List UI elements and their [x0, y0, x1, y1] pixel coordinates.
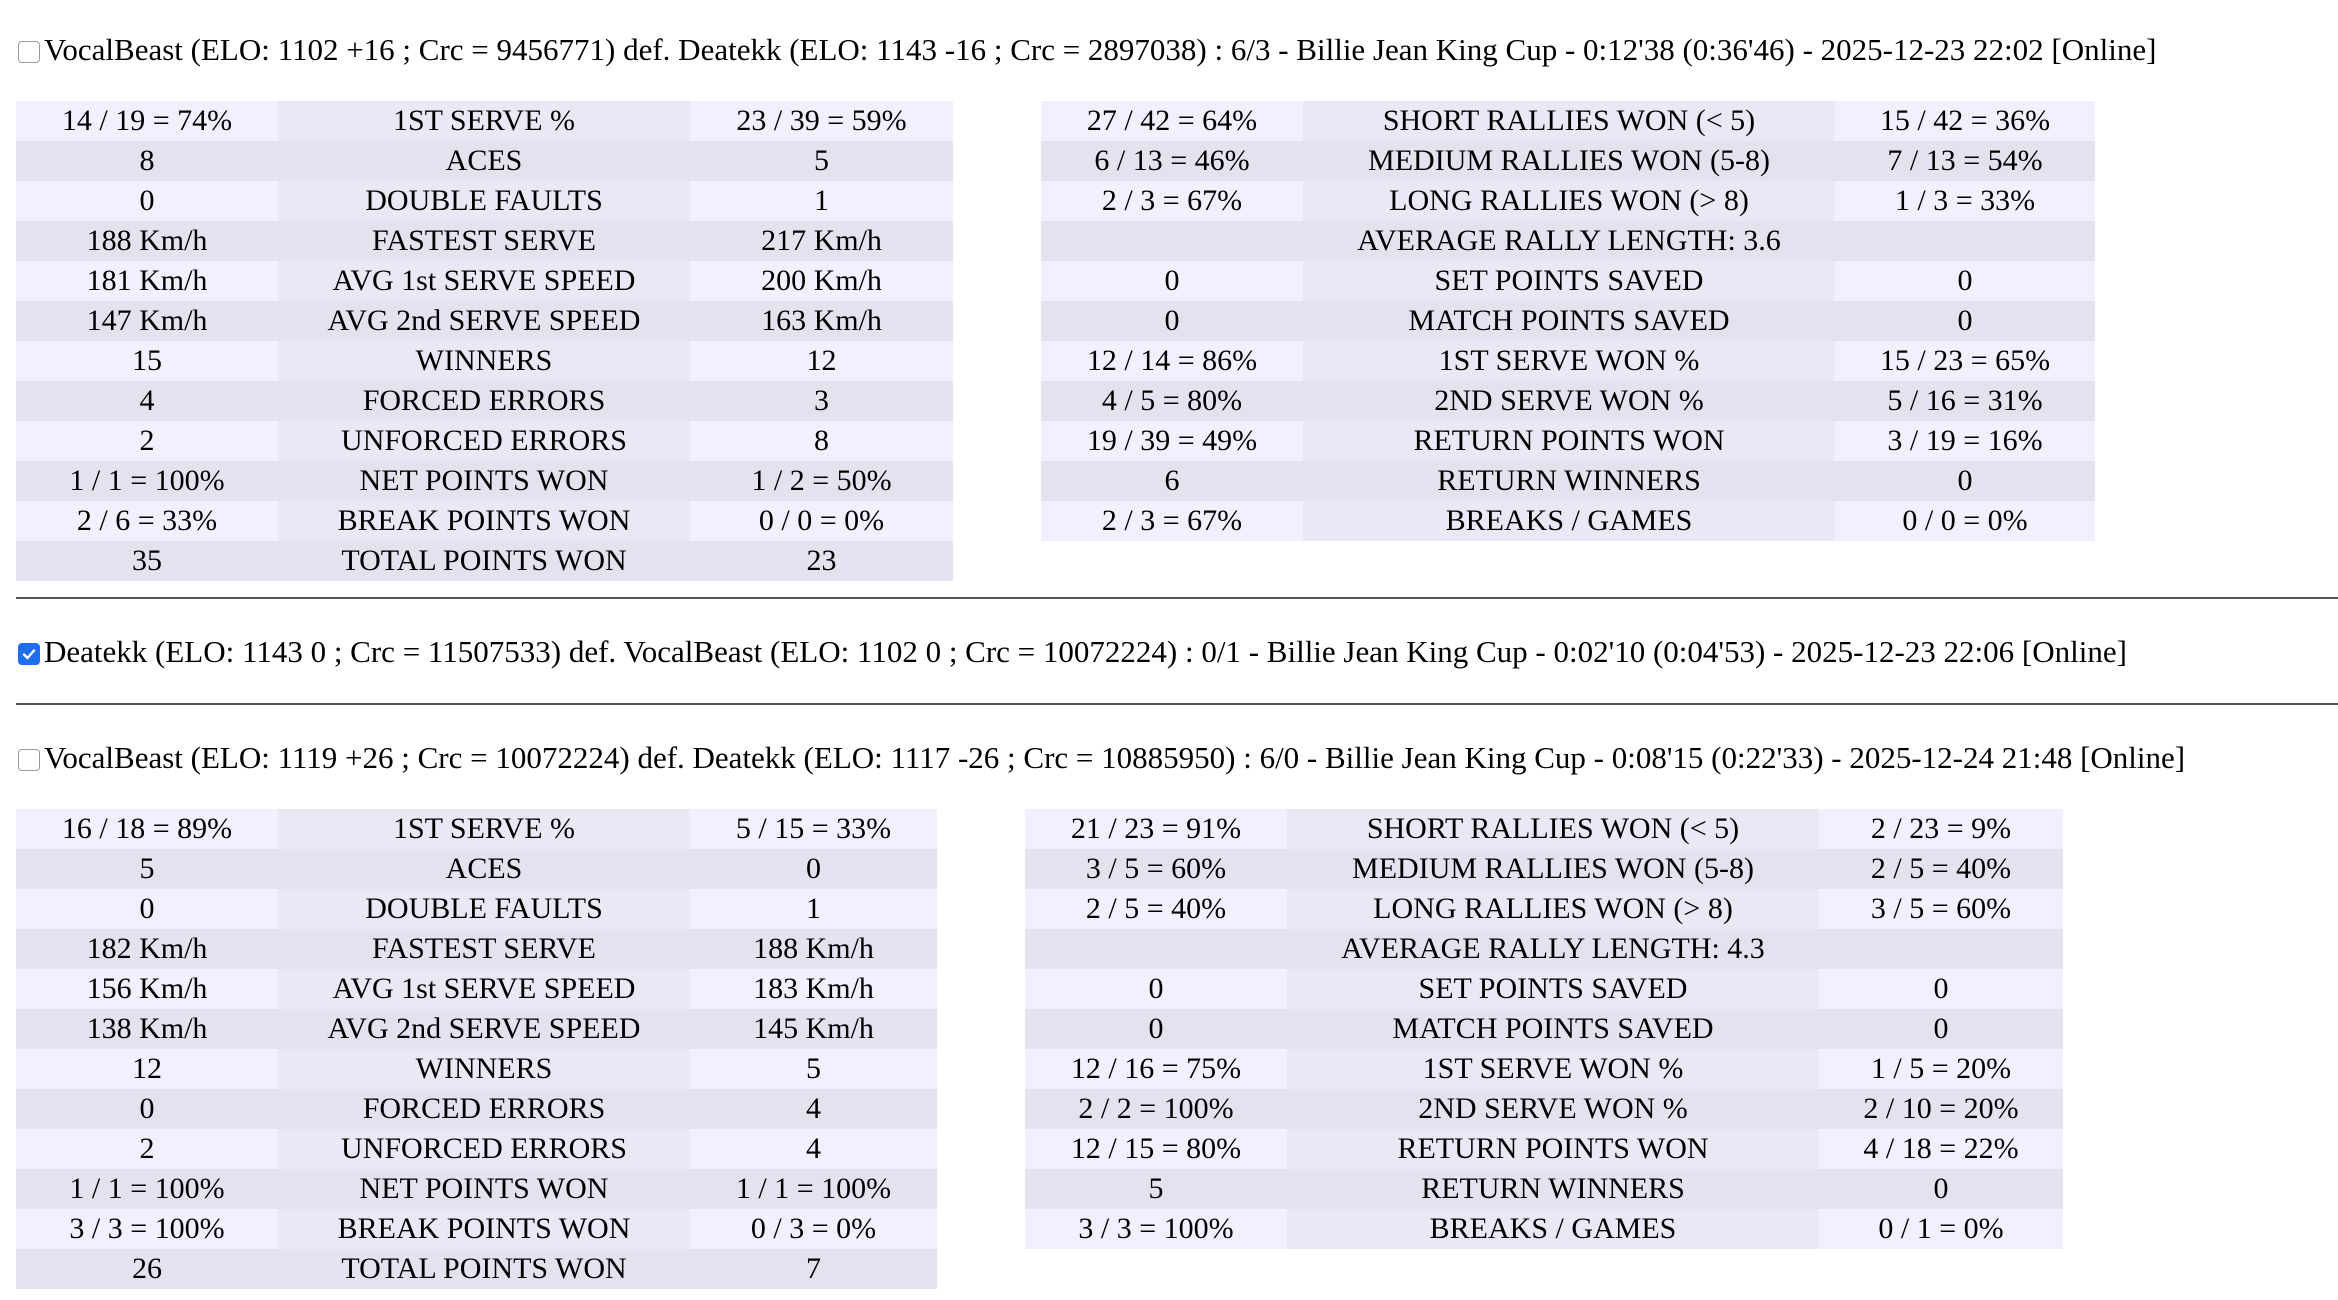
stat-player2-value: 4 / 18 = 22%: [1819, 1129, 2063, 1169]
stat-label: NET POINTS WON: [278, 461, 690, 501]
stat-row: [16, 889, 937, 929]
stat-label: TOTAL POINTS WON: [278, 541, 690, 581]
stat-player1-value: [1025, 929, 1287, 969]
stat-label: TOTAL POINTS WON: [278, 1249, 690, 1289]
stat-label: SET POINTS SAVED: [1287, 969, 1819, 1009]
stat-player1-value: 4 / 5 = 80%: [1041, 381, 1303, 421]
stat-player1-value: 27 / 42 = 64%: [1041, 101, 1303, 141]
stat-player2-value: 8: [690, 421, 953, 461]
stat-player2-value: 0: [1819, 1009, 2063, 1049]
stat-label: BREAKS / GAMES: [1303, 501, 1835, 541]
stat-row: [1025, 1129, 2063, 1169]
stat-label: BREAKS / GAMES: [1287, 1209, 1819, 1249]
stat-row: [16, 141, 953, 181]
stat-row: [16, 1249, 937, 1289]
stat-label: RETURN WINNERS: [1287, 1169, 1819, 1209]
stat-label: FORCED ERRORS: [278, 381, 690, 421]
stat-row: [16, 461, 953, 501]
stat-player2-value: 200 Km/h: [690, 261, 953, 301]
stat-player2-value: 5: [690, 1049, 937, 1089]
stat-row: [16, 1169, 937, 1209]
stat-label: 1ST SERVE WON %: [1287, 1049, 1819, 1089]
stat-player2-value: 4: [690, 1089, 937, 1129]
stat-player1-value: 5: [16, 849, 278, 889]
stat-player1-value: 2: [16, 1129, 278, 1169]
stat-player1-value: 2: [16, 421, 278, 461]
stat-label: ACES: [278, 849, 690, 889]
stat-player1-value: 188 Km/h: [16, 221, 278, 261]
stat-player1-value: 4: [16, 381, 278, 421]
stat-row: [16, 969, 937, 1009]
stat-label: 2ND SERVE WON %: [1287, 1089, 1819, 1129]
stat-player2-value: 2 / 10 = 20%: [1819, 1089, 2063, 1129]
stat-player2-value: 163 Km/h: [690, 301, 953, 341]
stat-player2-value: 23: [690, 541, 953, 581]
stat-player1-value: 138 Km/h: [16, 1009, 278, 1049]
stat-row: [1025, 1089, 2063, 1129]
stat-player1-value: 0: [1041, 301, 1303, 341]
separator: [16, 597, 2338, 599]
stat-label: WINNERS: [278, 1049, 690, 1089]
stat-row: [1041, 261, 2095, 301]
match-3-rally-stats-table: [1025, 809, 2063, 1249]
stat-player1-value: 14 / 19 = 74%: [16, 101, 278, 141]
stat-player2-value: 2 / 23 = 9%: [1819, 809, 2063, 849]
stat-player1-value: 2 / 5 = 40%: [1025, 889, 1287, 929]
stat-player1-value: 5: [1025, 1169, 1287, 1209]
stat-player2-value: 188 Km/h: [690, 929, 937, 969]
stat-player2-value: 0: [1835, 461, 2095, 501]
stat-label: ACES: [278, 141, 690, 181]
stat-player2-value: 3: [690, 381, 953, 421]
stat-row: [1041, 141, 2095, 181]
stat-label: SET POINTS SAVED: [1303, 261, 1835, 301]
stat-player2-value: 5: [690, 141, 953, 181]
stat-label: WINNERS: [278, 341, 690, 381]
stat-row: [16, 1049, 937, 1089]
stat-row: [1041, 341, 2095, 381]
stat-player1-value: 1 / 1 = 100%: [16, 1169, 278, 1209]
stat-player2-value: 4: [690, 1129, 937, 1169]
stat-player1-value: 0: [16, 1089, 278, 1129]
stat-label: 2ND SERVE WON %: [1303, 381, 1835, 421]
stat-player2-value: 0: [1835, 301, 2095, 341]
stat-player1-value: 12 / 14 = 86%: [1041, 341, 1303, 381]
stat-player2-value: 145 Km/h: [690, 1009, 937, 1049]
stat-row: [16, 261, 953, 301]
stat-player1-value: 6: [1041, 461, 1303, 501]
stat-player2-value: [1819, 929, 2063, 969]
stat-row: [16, 1209, 937, 1249]
stat-label: MEDIUM RALLIES WON (5-8): [1287, 849, 1819, 889]
stat-player2-value: 1 / 5 = 20%: [1819, 1049, 2063, 1089]
stat-row: [1041, 381, 2095, 421]
stat-label: MATCH POINTS SAVED: [1287, 1009, 1819, 1049]
stat-player1-value: 16 / 18 = 89%: [16, 809, 278, 849]
match-2-title: Deatekk (ELO: 1143 0 ; Crc = 11507533) def. VocalBeast (ELO: 1102 0 ; Crc = 10072224) : 0/1 - Billie Jean King Cup - 0:02'10 (0:04'53) - 2025-12-23 22:06 [Online]: [44, 634, 2127, 669]
stat-row: [16, 849, 937, 889]
match-3-checkbox[interactable]: [18, 749, 40, 771]
stat-label: AVG 1st SERVE SPEED: [278, 969, 690, 1009]
stat-label: MATCH POINTS SAVED: [1303, 301, 1835, 341]
stat-player2-value: 7: [690, 1249, 937, 1289]
stat-row: [1025, 1009, 2063, 1049]
match-1-serve-stats-table: [16, 101, 953, 581]
stat-label: 1ST SERVE WON %: [1303, 341, 1835, 381]
stat-label: UNFORCED ERRORS: [278, 1129, 690, 1169]
match-1-rally-stats-table: [1041, 101, 2095, 541]
stat-player2-value: [1835, 221, 2095, 261]
stat-player1-value: [1041, 221, 1303, 261]
stat-player2-value: 0: [1835, 261, 2095, 301]
stat-player1-value: 6 / 13 = 46%: [1041, 141, 1303, 181]
stat-label: RETURN POINTS WON: [1303, 421, 1835, 461]
stat-label: BREAK POINTS WON: [278, 501, 690, 541]
stat-row: [1041, 421, 2095, 461]
stat-row: [1025, 929, 2063, 969]
stat-player2-value: 7 / 13 = 54%: [1835, 141, 2095, 181]
match-3-header: [16, 738, 2185, 778]
stat-row: [1025, 849, 2063, 889]
stat-player2-value: 23 / 39 = 59%: [690, 101, 953, 141]
stat-label: BREAK POINTS WON: [278, 1209, 690, 1249]
stat-row: [1041, 181, 2095, 221]
match-2-header: [16, 632, 2127, 672]
stat-label: AVG 2nd SERVE SPEED: [278, 301, 690, 341]
stat-row: [16, 221, 953, 261]
stat-player1-value: 12 / 15 = 80%: [1025, 1129, 1287, 1169]
stat-row: [16, 101, 953, 141]
stat-player1-value: 0: [1041, 261, 1303, 301]
stat-player2-value: 15 / 23 = 65%: [1835, 341, 2095, 381]
stat-player2-value: 3 / 5 = 60%: [1819, 889, 2063, 929]
stat-player2-value: 1: [690, 181, 953, 221]
match-1-checkbox[interactable]: [18, 41, 40, 63]
stat-player1-value: 15: [16, 341, 278, 381]
stat-player2-value: 183 Km/h: [690, 969, 937, 1009]
stat-player2-value: 2 / 5 = 40%: [1819, 849, 2063, 889]
stat-player1-value: 35: [16, 541, 278, 581]
stat-player2-value: 1: [690, 889, 937, 929]
stat-label: AVG 2nd SERVE SPEED: [278, 1009, 690, 1049]
stat-player2-value: 3 / 19 = 16%: [1835, 421, 2095, 461]
stat-label: 1ST SERVE %: [278, 809, 690, 849]
stat-player2-value: 0: [690, 849, 937, 889]
stat-player2-value: 0 / 0 = 0%: [1835, 501, 2095, 541]
stat-player2-value: 1 / 2 = 50%: [690, 461, 953, 501]
separator: [16, 703, 2338, 705]
stat-row: [16, 809, 937, 849]
stat-player2-value: 5 / 15 = 33%: [690, 809, 937, 849]
stat-player1-value: 181 Km/h: [16, 261, 278, 301]
stat-label: AVG 1st SERVE SPEED: [278, 261, 690, 301]
stat-player1-value: 156 Km/h: [16, 969, 278, 1009]
stat-player1-value: 3 / 3 = 100%: [1025, 1209, 1287, 1249]
stat-player1-value: 3 / 3 = 100%: [16, 1209, 278, 1249]
stat-player1-value: 26: [16, 1249, 278, 1289]
match-3-title: VocalBeast (ELO: 1119 +26 ; Crc = 10072224) def. Deatekk (ELO: 1117 -26 ; Crc = 10885950) : 6/0 - Billie Jean King Cup - 0:08'15 (0:22'33) - 2025-12-24 21:48 [Online]: [44, 740, 2186, 775]
stat-row: [16, 1089, 937, 1129]
stat-label: SHORT RALLIES WON (< 5): [1287, 809, 1819, 849]
stat-row: [16, 181, 953, 221]
stat-player2-value: 0 / 3 = 0%: [690, 1209, 937, 1249]
stat-player2-value: 15 / 42 = 36%: [1835, 101, 2095, 141]
stat-label: DOUBLE FAULTS: [278, 889, 690, 929]
stat-label: RETURN WINNERS: [1303, 461, 1835, 501]
stat-label: AVERAGE RALLY LENGTH: 3.6: [1303, 221, 1835, 261]
stat-row: [1025, 969, 2063, 1009]
stat-player1-value: 0: [1025, 1009, 1287, 1049]
stat-player1-value: 12: [16, 1049, 278, 1089]
stat-row: [16, 1129, 937, 1169]
stat-player1-value: 19 / 39 = 49%: [1041, 421, 1303, 461]
stat-player1-value: 0: [16, 889, 278, 929]
stat-label: UNFORCED ERRORS: [278, 421, 690, 461]
stat-player1-value: 2 / 3 = 67%: [1041, 501, 1303, 541]
stat-player2-value: 1 / 3 = 33%: [1835, 181, 2095, 221]
stat-player1-value: 182 Km/h: [16, 929, 278, 969]
stat-row: [1041, 501, 2095, 541]
stat-player1-value: 2 / 6 = 33%: [16, 501, 278, 541]
stat-row: [1025, 889, 2063, 929]
stat-player2-value: 0: [1819, 969, 2063, 1009]
stat-player2-value: 1 / 1 = 100%: [690, 1169, 937, 1209]
stat-label: FORCED ERRORS: [278, 1089, 690, 1129]
stat-row: [1025, 1169, 2063, 1209]
stat-label: RETURN POINTS WON: [1287, 1129, 1819, 1169]
stat-player1-value: 0: [16, 181, 278, 221]
stat-label: MEDIUM RALLIES WON (5-8): [1303, 141, 1835, 181]
stat-label: FASTEST SERVE: [278, 929, 690, 969]
stat-row: [1025, 1209, 2063, 1249]
stat-row: [1041, 461, 2095, 501]
stat-row: [16, 1009, 937, 1049]
stat-player1-value: 21 / 23 = 91%: [1025, 809, 1287, 849]
stat-row: [16, 301, 953, 341]
stat-label: DOUBLE FAULTS: [278, 181, 690, 221]
stat-label: FASTEST SERVE: [278, 221, 690, 261]
stat-row: [16, 501, 953, 541]
stat-row: [1041, 301, 2095, 341]
stat-player2-value: 0 / 1 = 0%: [1819, 1209, 2063, 1249]
stat-label: SHORT RALLIES WON (< 5): [1303, 101, 1835, 141]
match-1-header: [16, 30, 2156, 70]
stat-label: LONG RALLIES WON (> 8): [1287, 889, 1819, 929]
stat-row: [1025, 809, 2063, 849]
stat-row: [16, 381, 953, 421]
stat-player1-value: 2 / 2 = 100%: [1025, 1089, 1287, 1129]
stat-row: [1025, 1049, 2063, 1089]
stat-player2-value: 0 / 0 = 0%: [690, 501, 953, 541]
stat-player1-value: 3 / 5 = 60%: [1025, 849, 1287, 889]
stat-row: [16, 929, 937, 969]
stat-label: 1ST SERVE %: [278, 101, 690, 141]
stat-player1-value: 2 / 3 = 67%: [1041, 181, 1303, 221]
stat-player2-value: 0: [1819, 1169, 2063, 1209]
stat-row: [16, 341, 953, 381]
stat-player1-value: 147 Km/h: [16, 301, 278, 341]
stat-row: [16, 541, 953, 581]
stat-label: AVERAGE RALLY LENGTH: 4.3: [1287, 929, 1819, 969]
stat-row: [1041, 101, 2095, 141]
stat-player2-value: 12: [690, 341, 953, 381]
stat-row: [1041, 221, 2095, 261]
stat-player1-value: 1 / 1 = 100%: [16, 461, 278, 501]
stat-player2-value: 5 / 16 = 31%: [1835, 381, 2095, 421]
stat-label: LONG RALLIES WON (> 8): [1303, 181, 1835, 221]
match-1-title: VocalBeast (ELO: 1102 +16 ; Crc = 9456771) def. Deatekk (ELO: 1143 -16 ; Crc = 2897038) : 6/3 - Billie Jean King Cup - 0:12'38 (0:36'46) - 2025-12-23 22:02 [Online]: [44, 32, 2157, 67]
match-3-serve-stats-table: [16, 809, 937, 1289]
stat-player1-value: 0: [1025, 969, 1287, 1009]
match-2-checkbox[interactable]: [18, 643, 40, 665]
stat-label: NET POINTS WON: [278, 1169, 690, 1209]
stat-player1-value: 12 / 16 = 75%: [1025, 1049, 1287, 1089]
stat-player2-value: 217 Km/h: [690, 221, 953, 261]
stat-row: [16, 421, 953, 461]
stat-player1-value: 8: [16, 141, 278, 181]
